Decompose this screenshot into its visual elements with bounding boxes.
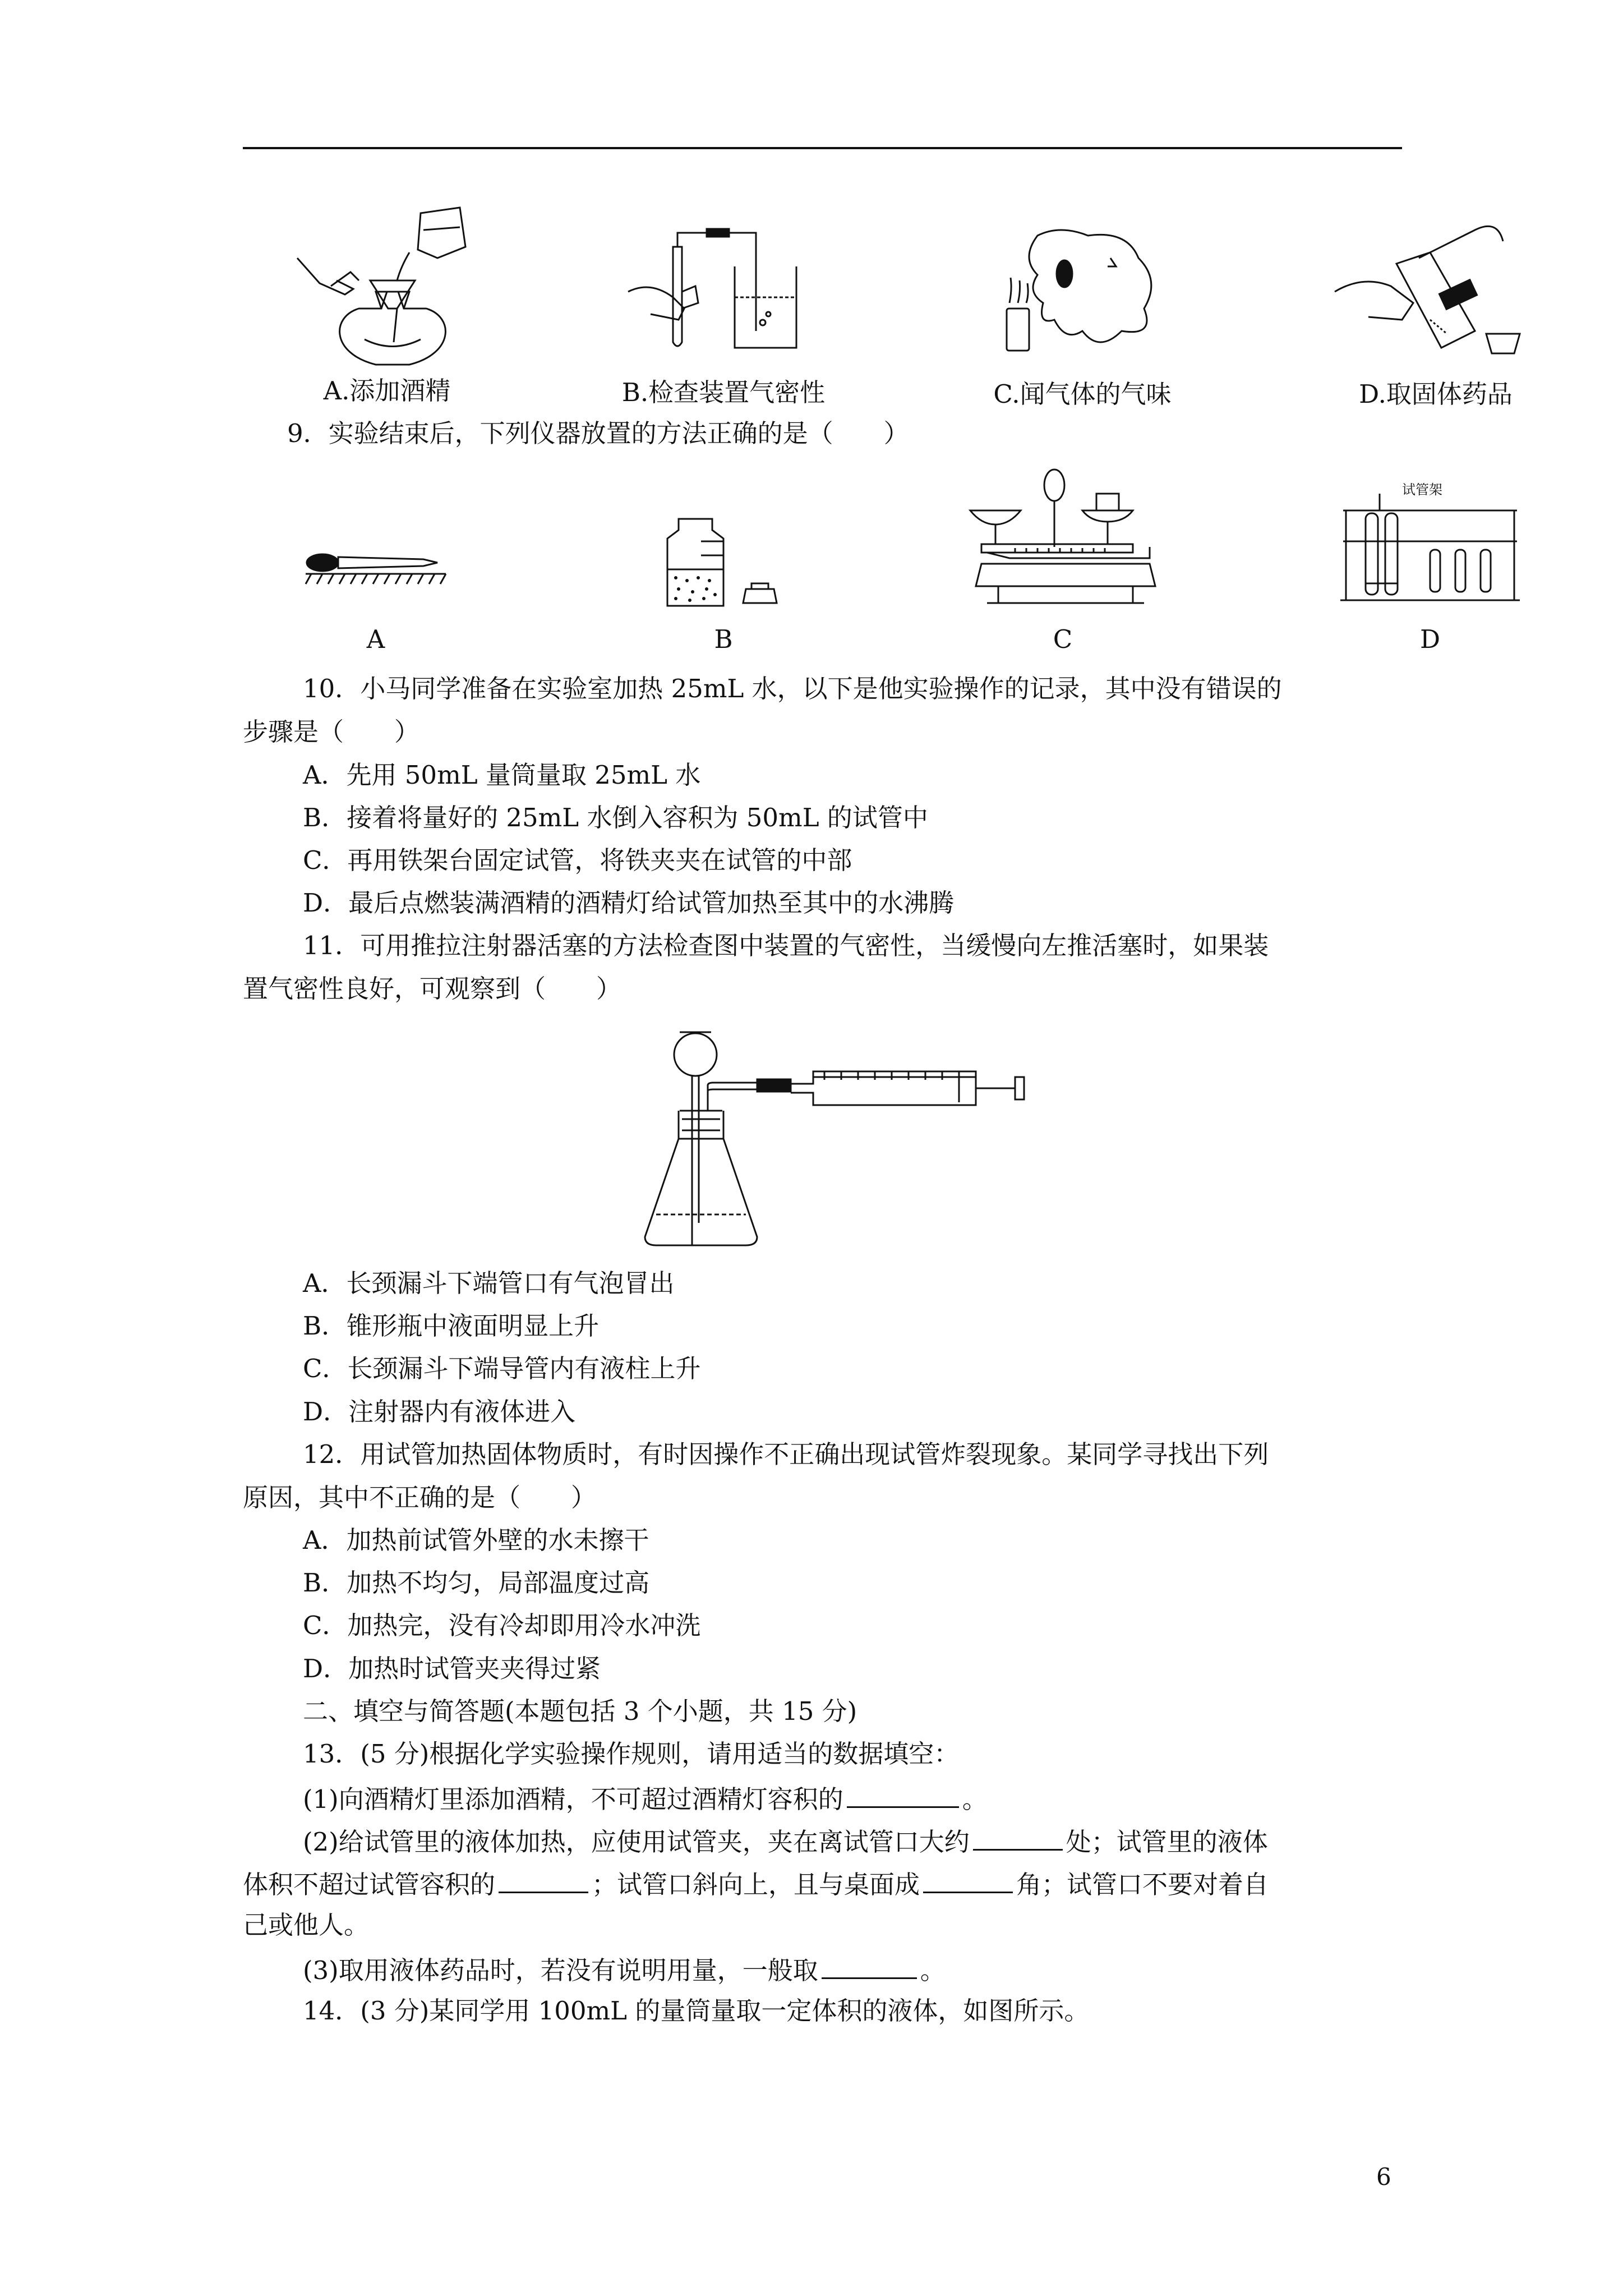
add-alcohol-illustration: [297, 196, 477, 365]
q13-part3-end: 。: [920, 1955, 946, 1985]
q13-blank-3[interactable]: [499, 1866, 588, 1893]
q9-label-a: A: [366, 624, 385, 654]
q10-option-a: A．先用 50mL 量筒量取 25mL 水: [303, 760, 701, 790]
q9-label-c: C: [1053, 624, 1073, 654]
q13-part1-text: (1)向酒精灯里添加酒精，不可超过酒精灯容积的: [303, 1784, 843, 1814]
q12-option-b: B．加热不均匀，局部温度过高: [303, 1568, 650, 1598]
q13-blank-4[interactable]: [923, 1866, 1013, 1893]
q13-blank-1[interactable]: [847, 1780, 959, 1808]
q13-part2-line3: 己或他人。: [243, 1910, 370, 1940]
q11-line2: 置气密性良好，可观察到（ ）: [243, 974, 622, 1004]
q12-option-d: D．加热时试管夹夹得过紧: [303, 1654, 601, 1683]
caption-d: D.取固体药品: [1359, 379, 1513, 409]
q10-line2: 步骤是（ ）: [243, 717, 420, 747]
q13-blank-5[interactable]: [822, 1952, 917, 1979]
q10-line1: 10．小马同学准备在实验室加热 25mL 水，以下是他实验操作的记录，其中没有错误的: [303, 674, 1282, 703]
reagent-bottle-figure: [662, 513, 785, 609]
q10-option-c: C．再用铁架台固定试管，将铁夹夹在试管的中部: [303, 845, 852, 875]
q14-text: 14．(3 分)某同学用 100mL 的量筒量取一定体积的液体，如图所示。: [303, 1996, 1090, 2026]
q12-option-a: A．加热前试管外壁的水未擦干: [303, 1525, 649, 1555]
caption-b: B.检查装置气密性: [621, 378, 826, 407]
q11-option-c: C．长颈漏斗下端导管内有液柱上升: [303, 1354, 701, 1383]
caption-a: A.添加酒精: [323, 376, 451, 406]
q9-label-d: D: [1419, 624, 1441, 654]
page-number: 6: [1376, 2163, 1391, 2191]
q13-part2-text-b: 处；试管里的液体: [1066, 1827, 1268, 1857]
q13-blank-2[interactable]: [973, 1823, 1063, 1851]
q13-part3-text: (3)取用液体药品时，若没有说明用量，一般取: [303, 1955, 818, 1985]
q13-part2-text-a: (2)给试管里的液体加热，应使用试管夹，夹在离试管口大约: [303, 1827, 970, 1857]
rack-label: 试管架: [1402, 482, 1442, 498]
q10-option-d: D．最后点燃装满酒精的酒精灯给试管加热至其中的水沸腾: [303, 888, 955, 918]
q13-part3: [303, 1952, 946, 1987]
airtightness-apparatus-figure: [645, 1021, 1038, 1257]
take-solid-reagent-illustration: [1335, 219, 1520, 359]
q13-part1-end: 。: [962, 1784, 988, 1814]
caption-c: C.闻气体的气味: [993, 379, 1172, 409]
q10-option-b: B．接着将量好的 25mL 水倒入容积为 50mL 的试管中: [303, 803, 928, 832]
q11-option-b: B．锥形瓶中液面明显上升: [303, 1311, 600, 1341]
q13-part2-text-d: ；试管口斜向上，且与桌面成: [592, 1870, 920, 1899]
header-rule: [243, 147, 1402, 149]
test-tube-rack-figure: [1340, 482, 1525, 603]
q12-line2: 原因，其中不正确的是（ ）: [243, 1483, 597, 1512]
q12-option-c: C．加热完，没有冷却即用冷水冲洗: [303, 1611, 701, 1640]
q13-part2-text-e: 角；试管口不要对着自: [1016, 1870, 1269, 1899]
q9-label-b: B: [714, 624, 733, 654]
dropper-on-table-figure: [306, 547, 446, 586]
smell-gas-illustration: [1004, 224, 1172, 353]
q12-line1: 12．用试管加热固体物质时，有时因操作不正确出现试管炸裂现象。某同学寻找出下列: [303, 1439, 1269, 1469]
q13-part2-line2: [243, 1866, 1269, 1902]
q11-option-a: A．长颈漏斗下端管口有气泡冒出: [303, 1268, 675, 1298]
q13-part1: [303, 1780, 988, 1816]
section2-title: 二、填空与简答题(本题包括 3 个小题，共 15 分): [303, 1696, 857, 1726]
q9-text: 9．实验结束后，下列仪器放置的方法正确的是（ ）: [287, 418, 909, 448]
q13-intro: 13．(5 分)根据化学实验操作规则，请用适当的数据填空：: [303, 1739, 960, 1769]
balance-figure: [965, 468, 1161, 606]
q13-part2-text-c: 体积不超过试管容积的: [243, 1870, 496, 1899]
q11-line1: 11．可用推拉注射器活塞的方法检查图中装置的气密性，当缓慢向左推活塞时，如果装: [303, 931, 1269, 960]
q13-part2-line1: [303, 1823, 1268, 1859]
q11-option-d: D．注射器内有液体进入: [303, 1397, 576, 1427]
check-airtightness-illustration: [628, 224, 808, 353]
